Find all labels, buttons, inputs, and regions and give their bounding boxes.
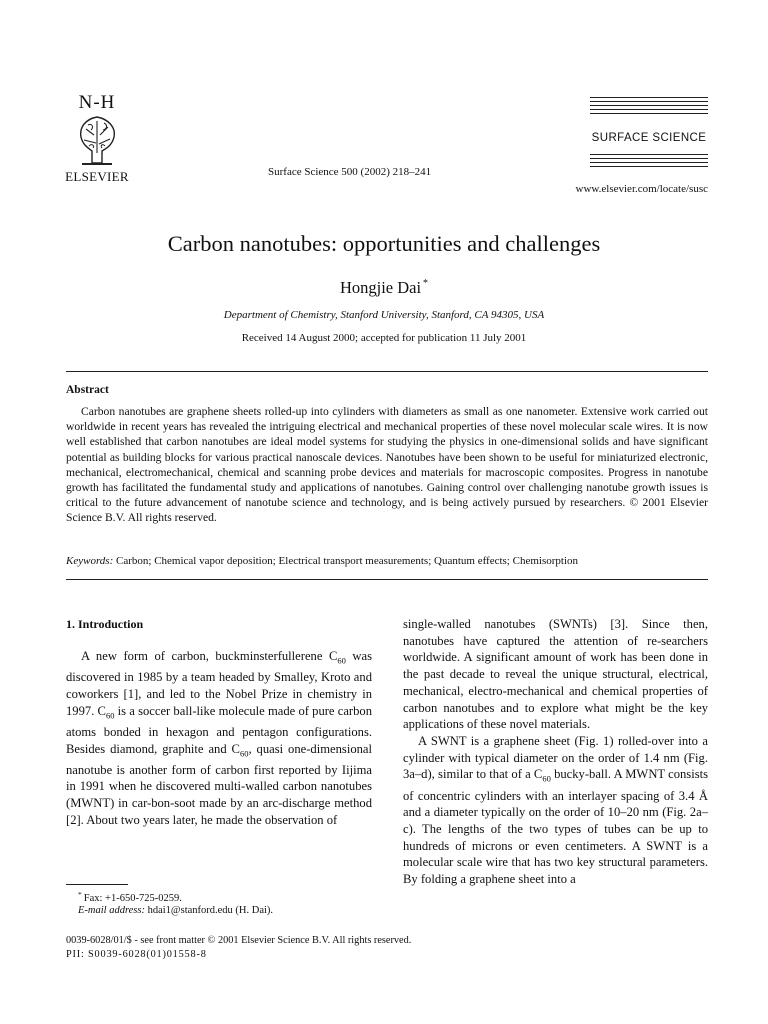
author-line	[0, 278, 768, 298]
footnote-email	[78, 905, 273, 916]
text-run: A new form of carbon, buckminsterfullerene C	[81, 649, 338, 663]
left-column	[66, 648, 372, 829]
footnote-rule	[66, 884, 128, 885]
journal-banner-rule	[590, 97, 708, 98]
keywords-line	[66, 555, 708, 567]
abstract-text: Carbon nanotubes are graphene sheets rolled-up into cylinders with diameters as small as one nanometer. Extensive work carried out worldwide in recent years has revealed the intriguing electrical and mechanical properties of these novel molecular scale wires. It is now well established that carbon nanotubes are ideal model systems for studying the physics in one-dimensional solids and have significant potential as building blocks for various practical nanoscale devices. Nanotubes have been shown to be useful for miniaturized electronic, mechanical, electromechanical, chemical and scanning probe devices and materials for macroscopic composites. Progress in nanotube growth has facilitated the fundamental study and applications of nanotubes. Gaining control over challenging nanotube growth issues is critical to the future advancement of nanotube science and technology, and is being actively pursued by researchers. © 2001 Elsevier Science B.V. All rights reserved.	[66, 405, 708, 525]
author-footnote-mark[interactable]: *	[423, 278, 429, 289]
elsevier-tree-logo-icon	[74, 113, 120, 167]
publisher-name: ELSEVIER	[65, 169, 129, 184]
footnote-fax	[78, 890, 182, 904]
journal-banner-rule	[590, 154, 708, 155]
subscript: 60	[542, 773, 551, 784]
text-run: , quasi one-dimensional nanotube is another form of carbon first reported by Iijima in 1991 when he discovered multi-walled carbon nanotubes (MWNT) in car-bon-soot made by an arc-discharge method [2]. About two years later, he made the observation of	[66, 741, 372, 827]
journal-banner-rule	[590, 101, 708, 102]
fax-text: Fax: +1-650-725-0259.	[83, 893, 182, 904]
citation-line: Surface Science 500 (2002) 218–241	[268, 166, 432, 178]
journal-banner-rule	[590, 105, 708, 106]
journal-banner-rule	[590, 109, 708, 110]
paragraph	[66, 648, 372, 829]
journal-url-link[interactable]: www.elsevier.com/locate/susc	[575, 183, 708, 195]
abstract-top-rule	[66, 371, 708, 372]
email-link[interactable]: hdai1@stanford.edu (H. Dai).	[147, 905, 274, 916]
journal-banner-rule	[590, 166, 708, 167]
paragraph	[403, 733, 708, 888]
received-dates: Received 14 August 2000; accepted for publication 11 July 2001	[241, 332, 527, 344]
copyright-imprint: 0039-6028/01/$ - see front matter © 2001 Elsevier Science B.V. All rights reserved.	[66, 935, 412, 946]
keywords-text: Carbon; Chemical vapor deposition; Electrical transport measurements; Quantum effects; Chemisorption	[116, 555, 578, 567]
journal-banner-rule	[590, 113, 708, 114]
text-run: was discovered in 1985 by a team headed by Smalley, Kroto and coworkers [1], and led to the Nobel Prize in chemistry in 1997. C	[66, 649, 373, 718]
subscript: 60	[239, 748, 249, 759]
footnote-mark: *	[78, 890, 82, 899]
journal-name: SURFACE SCIENCE	[591, 132, 707, 144]
author-affiliation: Department of Chemistry, Stanford University, Stanford, CA 94305, USA	[223, 309, 545, 321]
paragraph: single-walled nanotubes (SWNTs) [3]. Since then, nanotubes have captured the attention of re-searchers worldwide. A significant amount of work has been done in the past decade to reveal the unique structural, electrical, mechanical, electro-mechanical and chemical properties of carbon nanotubes and to explore what might be the key applications of these novel materials.	[403, 617, 708, 732]
text-run: A SWNT is a graphene sheet (Fig. 1) rolled-over into a cylinder with typical diameter on the order of 1.4 nm (Fig. 3a–d), similar to that of a C	[403, 733, 708, 782]
publisher-mark: N-H	[78, 92, 116, 113]
journal-banner-rule	[590, 162, 708, 163]
text-run: bucky-ball. A MWNT consists of concentric cylinders with an interlayer spacing of 3.4 Å and a diameter typically on the order of 10–20 nm (Fig. 2a–c). The lengths of the two types of tubes can be up to hundreds of microns or even centimeters. A SWNT is a molecular scale wire that has two key structural parameters. By folding a graphene sheet into a	[403, 767, 708, 887]
article-title: Carbon nanotubes: opportunities and challenges	[167, 231, 601, 256]
subscript: 60	[337, 655, 346, 666]
abstract-bottom-rule	[66, 579, 708, 580]
pii-identifier: PII: S0039-6028(01)01558-8	[66, 949, 207, 960]
keywords-label: Keywords:	[66, 555, 114, 567]
journal-banner-rule	[590, 158, 708, 159]
subscript: 60	[105, 710, 115, 721]
abstract-heading: Abstract	[66, 384, 109, 396]
text-run: is a soccer ball-like molecule made of pure carbon atoms bonded in hexagon and pentagon configurations. Besides diamond, graphite and C	[66, 703, 372, 756]
section-heading: 1. Introduction	[66, 617, 144, 631]
right-column	[403, 616, 708, 888]
email-label: E-mail address:	[78, 905, 145, 916]
author-name: Hongjie Dai	[339, 278, 422, 297]
